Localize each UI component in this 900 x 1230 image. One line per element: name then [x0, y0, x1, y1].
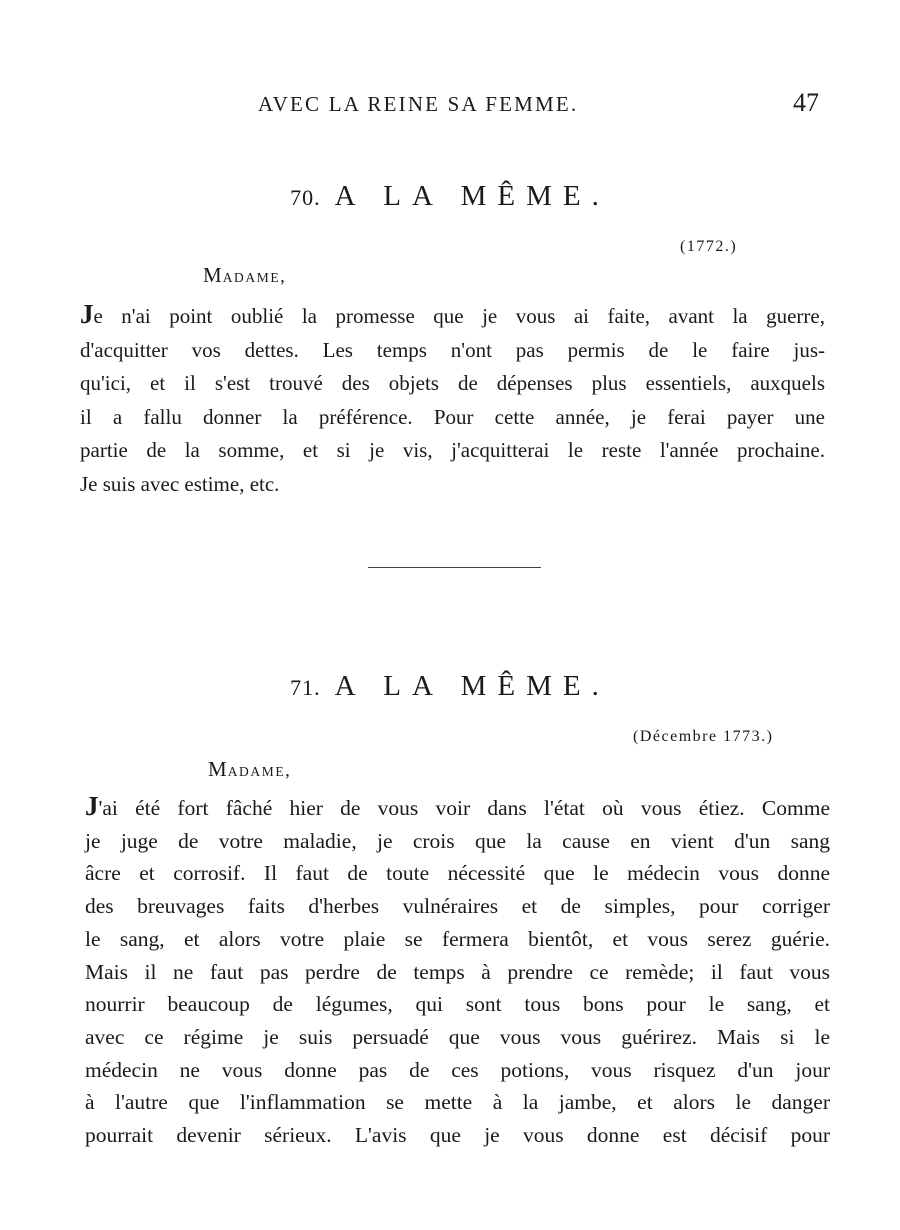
body-line: avec ce régime je suis persuadé que vous vous guérirez. Mais si le — [85, 1024, 830, 1049]
drop-cap: J — [80, 299, 94, 329]
body-line: d'acquitter vos dettes. Les temps n'ont pas permis de le faire jus- — [80, 337, 825, 362]
drop-cap: J — [85, 791, 99, 821]
salutation — [208, 757, 291, 782]
letter-title: A LA MÊME. — [334, 670, 610, 702]
letter-heading — [0, 180, 900, 213]
letter-number: 70. — [290, 185, 321, 210]
salutation-rest: ADAME — [222, 270, 281, 285]
letter-number: 71. — [290, 675, 321, 700]
salutation — [203, 263, 286, 288]
body-line: qu'ici, et il s'est trouvé des objets de dépenses plus essentiels, auxquels — [80, 371, 825, 395]
body-line: Je n'ai point oublié la promesse que je vous ai faite, avant la guerre, — [80, 299, 825, 329]
body-line: pourrait devenir sérieux. L'avis que je vous donne est décisif pour — [85, 1123, 830, 1148]
body-line: partie de la somme, et si je vis, j'acquitterai le reste l'année prochaine. — [80, 438, 825, 462]
letter-heading — [0, 670, 900, 703]
letter-title: A LA MÊME. — [334, 180, 610, 212]
body-line: il a fallu donner la préférence. Pour cette année, je ferai payer une — [80, 404, 825, 429]
salutation-initial: M — [208, 757, 228, 781]
salutation-punct: , — [280, 266, 286, 286]
body-line: âcre et corrosif. Il faut de toute nécessité que le médecin vous donne — [85, 861, 830, 886]
body-line: J'ai été fort fâché hier de vous voir dans l'état où vous étiez. Comme — [85, 791, 830, 821]
body-line: Je suis avec estime, etc. — [80, 471, 280, 496]
running-title: AVEC LA REINE SA FEMME. — [258, 92, 579, 116]
running-head — [0, 88, 900, 122]
letter-body — [80, 298, 825, 501]
body-line: à l'autre que l'inflammation se mette à la jambe, et alors le danger — [85, 1090, 830, 1115]
body-line: le sang, et alors votre plaie se fermera bientôt, et vous serez guérie. — [85, 926, 830, 951]
page-number: 47 — [793, 88, 819, 117]
letter-body — [85, 790, 830, 1152]
salutation-initial: M — [203, 263, 223, 287]
body-line: nourrir beaucoup de légumes, qui sont tous bons pour le sang, et — [85, 992, 830, 1017]
body-line: des breuvages faits d'herbes vulnéraires et de simples, pour corriger — [85, 894, 830, 919]
salutation-rest: ADAME — [227, 764, 286, 779]
body-line: je juge de votre maladie, je crois que la cause en vient d'un sang — [85, 828, 830, 853]
body-line: Mais il ne faut pas perdre de temps à prendre ce remède; il faut vous — [85, 959, 830, 984]
salutation-punct: , — [285, 760, 291, 780]
letter-date: (1772.) — [680, 238, 738, 255]
section-divider — [368, 567, 541, 568]
body-line: médecin ne vous donne pas de ces potions, vous risquez d'un jour — [85, 1057, 830, 1082]
letter-date: (Décembre 1773.) — [633, 728, 774, 745]
